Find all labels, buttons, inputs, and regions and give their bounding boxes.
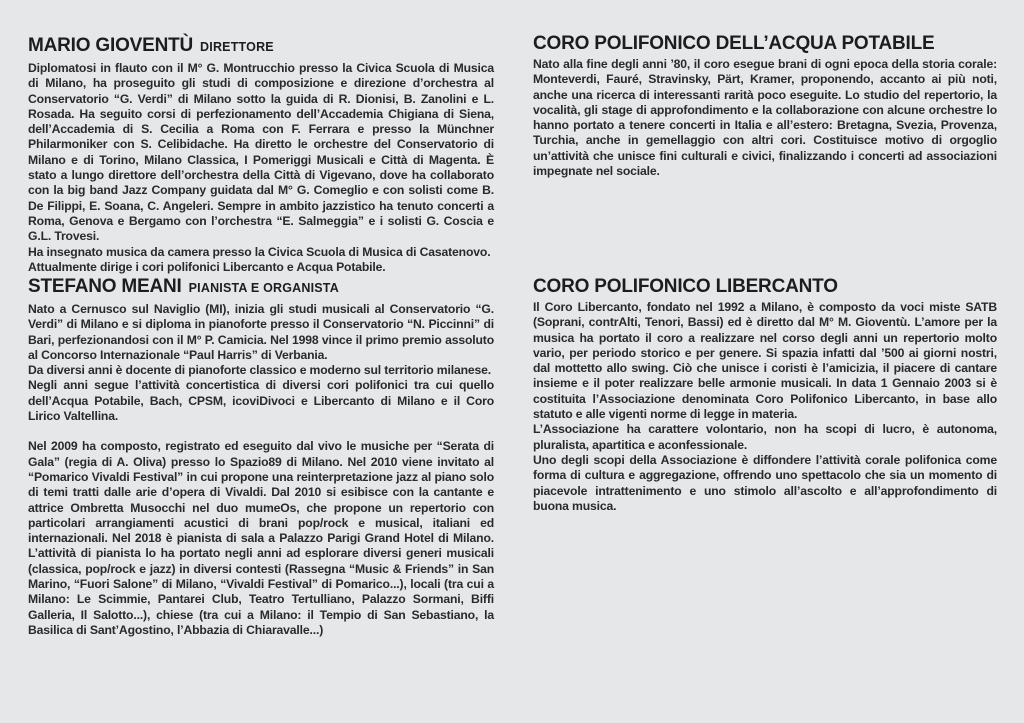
mario-paragraph: Diplomatosi in flauto con il M° G. Montrucchio presso la Civica Scuola di Musica di Milano, ha proseguito gli studi di composizione e direzione d’orchestra al Conservatorio “G. Verdi” di Milano sotto la guida di R. Dionisi, B. Zanolini e L. Rosada. Ha seguito corsi di perfezionamento dell’Accademia Chigiana di Siena, dell’Accademia di S. Cecilia a Roma con F. Ferrara e presso la Münchner Philarmoniker con S. Celibidache. Ha diretto le orchestre del Conservatorio di Milano e di Torino, Milano Classica, I Pomeriggi Musicali e Città di Magenta. È stato a lungo direttore dell’orchestra della Città di Vigevano, dove ha collaborato con la big band Jazz Company guidata dal M° G. Comeglio e con solisti come B. De Filippi, E. Soana, C. Angeleri. Sempre in ambito jazzistico ha tenuto concerti a Roma, Genova e Bergamo con l’orchestra “E. Salmeggia” e i solisti G. Coscia e G.L. Trovesi. [28, 61, 494, 244]
acqua-heading [533, 33, 997, 54]
section-mario-gioventu [28, 35, 494, 275]
stefano-title: STEFANO MEANI [28, 276, 182, 297]
libercanto-heading [533, 276, 997, 297]
stefano-heading [28, 276, 494, 299]
mario-subtitle: DIRETTORE [200, 40, 274, 54]
libercanto-paragraph: L’Associazione ha carattere volontario, non ha scopi di lucro, è autonoma, pluralista, apartitica e aconfessionale. [533, 422, 997, 452]
stefano-paragraph: Negli anni segue l’attività concertistica di diversi cori polifonici tra cui quello dell’Acqua Potabile, Bach, CPSM, icoviDivoci e Libercanto di Milano e il Coro Lirico Valtellina. [28, 378, 494, 424]
mario-paragraph: Ha insegnato musica da camera presso la Civica Scuola di Musica di Casatenovo. [28, 244, 491, 259]
mario-paragraph: Attualmente dirige i cori polifonici Libercanto e Acqua Potabile. [28, 259, 386, 274]
stefano-paragraph: Nel 2009 ha composto, registrato ed eseguito dal vivo le musiche per “Serata di Gala” (regia di A. Oliva) presso lo Spazio89 di Milano. Nel 2010 viene invitato al “Pomarico Vivaldi Festival” in cui propone una reinterpretazione jazz al piano solo di temi tratti dalle arie d’opera di Vivaldi. Dal 2010 si esibisce con la cantante e attrice Ombretta Musocchi nel duo mumeOs, che propone un repertorio con particolari arrangiamenti acustici di brani pop/rock e musical, italiani ed internazionali. Nel 2018 è pianista di sala a Palazzo Parigi Grand Hotel di Milano. L’attività di pianista lo ha portato negli anni ad esplorare diversi generi musicali (classica, pop/rock e jazz) in diversi contesti (Rassegna “Music & Friends” in San Marino, “Fuori Salone” di Milano, “Vivaldi Festival” di Pomarico...), locali (tra cui a Milano: Le Scimmie, Pantarei Club, Teatro Tertulliano, Palazzo Sormani, Biffi Galleria, Il Salotto...), chiese (tra cui a Milano: il Tempio di San Sebastiano, la Basilica di Sant’Agostino, l’Abbazia di Chiaravalle...) [28, 439, 494, 637]
mario-heading [28, 35, 494, 58]
section-coro-libercanto [533, 276, 997, 514]
libercanto-paragraph: Il Coro Libercanto, fondato nel 1992 a Milano, è composto da voci miste SATB (Soprani, contrAlti, Tenori, Bassi) ed è diretto dal M° M. Gioventù. L’amore per la musica ha portato il coro a realizzare nel corso degli anni un repertorio molto vario, per periodo storico e per genere. Si spazia infatti dal ’500 ai giorni nostri, dal mottetto allo swing. Ciò che unisce i coristi è l’amicizia, il piacere di cantare insieme e il poter realizzare belle armonie musicali. In data 1 Gennaio 2003 si è costituita l’Associazione denominata Coro Polifonico Libercanto, in base allo statuto e alle vigenti norme di legge in materia. [533, 300, 997, 422]
stefano-paragraph: Nato a Cernusco sul Naviglio (MI), inizia gli studi musicali al Conservatorio “G. Verdi” di Milano e si diploma in pianoforte presso il Conservatorio “N. Piccinni” di Bari, perfezionandosi con il M° P. Camicia. Nel 1998 vince il primo premio assoluto al Concorso Internazionale “Paul Harris” di Verbania. [28, 302, 494, 362]
acqua-title: CORO POLIFONICO DELL’ACQUA POTABILE [533, 33, 935, 54]
stefano-paragraph: Da diversi anni è docente di pianoforte classico e moderno sul territorio milanese. [28, 363, 491, 378]
section-stefano-meani [28, 276, 494, 638]
libercanto-paragraph: Uno degli scopi della Associazione è diffondere l’attività corale polifonica come forma di cultura e aggregazione, offrendo uno spettacolo che sia un momento di piacevole intrattenimento e uno stimolo all’ascolto e all’approfondimento di buona musica. [533, 452, 997, 513]
section-coro-acqua-potabile [533, 33, 997, 179]
stefano-subtitle: PIANISTA E ORGANISTA [188, 281, 339, 295]
acqua-paragraph: Nato alla fine degli anni ’80, il coro esegue brani di ogni epoca della storia corale: Monteverdi, Fauré, Stravinsky, Pärt, Kramer, proponendo, accanto ai più noti, anche una ricerca di interessanti rarità poco eseguite. Lo studio del repertorio, la vocalità, gli stage di approfondimento e la collaborazione con alcune orchestre lo hanno portato a tenere concerti in Italia e all’estero: Bretagna, Svezia, Provenza, Turchia, anche in gemellaggio con altri cori. Costituisce motivo di orgoglio un’attività che unisce fini culturali e civici, finalizzando i concerti ad associazioni impegnate nel sociale. [533, 57, 997, 179]
mario-title: MARIO GIOVENTÙ [28, 35, 194, 56]
libercanto-title: CORO POLIFONICO LIBERCANTO [533, 276, 838, 297]
